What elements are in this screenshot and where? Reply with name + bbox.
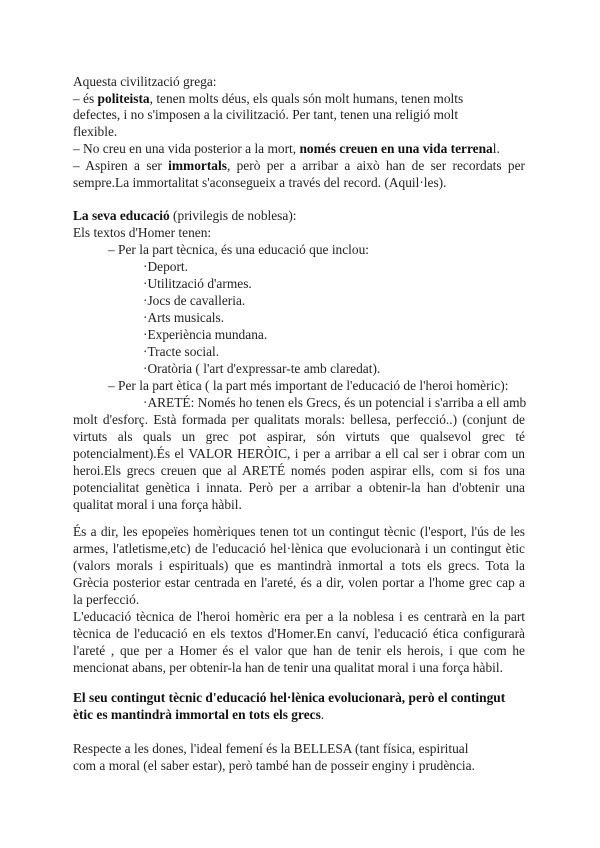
paragraph-line: mencionat abans, per obtenir-la han de tenir una qualitat moral i una força hàbil. [73, 660, 503, 675]
text: , tenen molts déus, els quals són molt humans, tenen molts [149, 91, 464, 106]
list-item: ·Oratòria ( l'art d'expressar-te amb claredat). [143, 361, 381, 376]
bold-line [73, 706, 324, 723]
intro-line [73, 140, 500, 157]
intro-line [73, 106, 458, 123]
paragraph-line: la perfecció. [73, 592, 140, 607]
intro-line [73, 90, 463, 107]
arete-line: potencialment).És el VALOR HERÒIC, i per a arribar a ell cal ser i obrar com un [73, 446, 525, 461]
paragraph-line: Respecte a les dones, l'ideal femení és la BELLESA (tant física, espiritual [73, 741, 469, 756]
paragraph-line: L'educació tècnica de l'heroi homèric era per a la noblesa i es centrarà en la part [73, 609, 525, 624]
arete-line: heroi.Els grecs creuen que al ARETÉ només poden aspirar ells, com si fos una [73, 463, 525, 478]
arete-line: qualitat moral i una força hàbil. [73, 497, 242, 512]
text: Els textos d'Homer tenen: [73, 225, 212, 240]
bold-text: ètic es mantindrà immortal en tots els grecs [73, 707, 321, 722]
text: – No creu en una vida posterior a la mort, [73, 141, 300, 156]
text: – és [73, 91, 98, 106]
text: (privilegis de noblesa): [169, 208, 297, 223]
list-heading [108, 241, 369, 258]
arete-line: virtuts als quals un grec pot aspirar, són virtuts que qualsevol grec té [73, 429, 525, 444]
text: . [320, 707, 325, 722]
list-item: ·Deport. [143, 259, 188, 274]
list-heading [108, 377, 508, 394]
text: – Per la part tècnica, és una educació que inclou: [108, 242, 370, 257]
text: sempre.La immortalitat s'aconsegueix a través del record. (Aquil·les). [73, 175, 447, 190]
arete-line: molt d'esforç. Està formada per qualitats morals: bellesa, perfecció..) (conjunt de [73, 412, 525, 427]
text: l. [492, 141, 500, 156]
intro-line [73, 174, 447, 191]
text: – Aspiren a ser [73, 158, 169, 173]
paragraph-line: (valors morals i espirituals) que es mantindrà inmortal a tots els grecs. Tota la [73, 558, 525, 573]
text: – Per la part ètica ( la part més important de l'educació de l'heroi homèric): [108, 378, 509, 393]
paragraph-line: tècnica de l'educació en els textos d'Homer.En canví, l'educació ética configurarà [73, 626, 525, 641]
bold-term: només creuen en una vida terrena [299, 141, 493, 156]
paragraph-line [73, 224, 211, 241]
list-item: ·Arts musicals. [143, 310, 225, 325]
heading-bold: La seva educació [73, 208, 170, 223]
arete-line: ·ARETÉ: Només ho tenen els Grecs, és un potencial i s'arriba a ell amb [143, 395, 527, 410]
bold-term: politeista [97, 91, 150, 106]
intro-line [73, 73, 217, 90]
bold-term: immortals [168, 158, 227, 173]
intro-line [73, 157, 525, 174]
bold-text: El seu contingut tècnic d'educació hel·lènica evolucionarà, però el contingut [73, 690, 506, 705]
list-item: ·Experiència mundana. [143, 327, 268, 342]
paragraph-line: armes, l'atletisme,etc) de l'educació hel·lènica que evolucionarà i un contingut ètic [73, 541, 525, 556]
text: , però per a arribar a això han de ser recordats per [226, 158, 525, 173]
bold-line [73, 689, 505, 706]
paragraph-line: l'areté , que per a Homer és el valor que han de tenir els herois, i que com he [73, 643, 525, 658]
section-heading [73, 207, 297, 224]
text: flexible. [73, 124, 118, 139]
text: Aquesta civilització grega: [73, 74, 217, 89]
paragraph-line: És a dir, les epopeïes homèriques tenen tot un contingut tècnic (l'esport, l'ús de les [73, 524, 525, 539]
list-item: ·Tracte social. [143, 344, 220, 359]
list-item: ·Utilització d'armes. [143, 276, 252, 291]
paragraph-line: com a moral (el saber estar), però també han de posseir enginy i prudència. [73, 758, 475, 773]
intro-line [73, 123, 117, 140]
list-item: ·Jocs de cavalleria. [143, 293, 246, 308]
paragraph-line: Grècia posterior estar centrada en l'areté, és a dir, volen portar a l'home grec cap a [73, 575, 525, 590]
text: defectes, i no s'imposen a la civilització. Per tant, tenen una religió molt [73, 107, 459, 122]
arete-line: potencialitat genètica i innata. Però per a arribar a obtenir-la han d'obtenir una [73, 480, 525, 495]
